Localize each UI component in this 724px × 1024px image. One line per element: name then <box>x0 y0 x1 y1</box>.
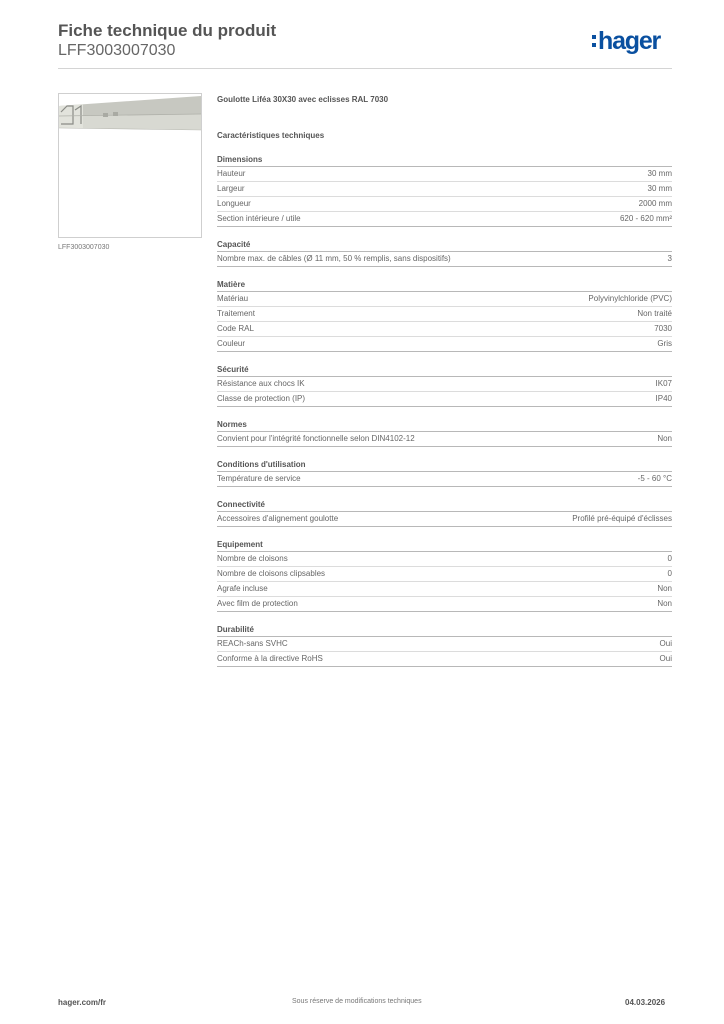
spec-section <box>217 459 672 487</box>
spec-row <box>217 432 672 447</box>
spec-section <box>217 499 672 527</box>
spec-label: Résistance aux chocs IK <box>217 379 305 388</box>
section-title: Capacité <box>217 239 672 252</box>
spec-value: 30 mm <box>647 169 672 178</box>
footer-website: hager.com/fr <box>58 998 107 1007</box>
spec-value: Polyvinylchloride (PVC) <box>588 294 672 303</box>
spec-label: Nombre de cloisons clipsables <box>217 569 326 578</box>
spec-row <box>217 167 672 182</box>
section-title: Normes <box>217 419 672 432</box>
footer-date: 04.03.2026 <box>625 998 666 1007</box>
logo-dots-icon <box>592 35 596 47</box>
spec-row <box>217 377 672 392</box>
spec-label: Agrafe incluse <box>217 584 268 593</box>
section-title: Matière <box>217 279 672 292</box>
spec-label: Section intérieure / utile <box>217 214 301 223</box>
section-title: Connectivité <box>217 499 672 512</box>
spec-section <box>217 624 672 667</box>
product-image <box>58 93 202 238</box>
hager-logo <box>592 28 660 54</box>
spec-label: Accessoires d'alignement goulotte <box>217 514 339 523</box>
spec-label: Nombre max. de câbles (Ø 11 mm, 50 % remplis, sans dispositifs) <box>217 254 451 263</box>
spec-section <box>217 364 672 407</box>
spec-value: 7030 <box>654 324 672 333</box>
spec-section <box>217 279 672 352</box>
spec-value: 30 mm <box>647 184 672 193</box>
image-caption: LFF3003007030 <box>58 244 110 251</box>
spec-label: Hauteur <box>217 169 246 178</box>
document-header <box>58 21 276 61</box>
spec-row <box>217 597 672 612</box>
spec-label: Traitement <box>217 309 255 318</box>
spec-value: 0 <box>667 554 672 563</box>
section-title: Sécurité <box>217 364 672 377</box>
logo-text: hager <box>598 27 661 55</box>
spec-value: Oui <box>659 639 672 648</box>
spec-row <box>217 637 672 652</box>
spec-label: Code RAL <box>217 324 254 333</box>
spec-label: Avec film de protection <box>217 599 298 608</box>
spec-label: Température de service <box>217 474 301 483</box>
spec-label: Longueur <box>217 199 251 208</box>
spec-row <box>217 652 672 667</box>
specifications <box>217 94 672 667</box>
spec-row <box>217 552 672 567</box>
spec-label: Matériau <box>217 294 249 303</box>
spec-value: Non traité <box>637 309 672 318</box>
spec-section <box>217 419 672 447</box>
spec-row <box>217 392 672 407</box>
spec-value: Non <box>657 434 672 443</box>
section-title: Dimensions <box>217 154 672 167</box>
footer-disclaimer: Sous réserve de modifications techniques <box>292 998 422 1005</box>
spec-value: 2000 mm <box>638 199 672 208</box>
spec-row <box>217 292 672 307</box>
technical-characteristics-title: Caractéristiques techniques <box>217 131 325 140</box>
header-divider <box>58 68 672 69</box>
section-title: Durabilité <box>217 624 672 637</box>
document-title: Fiche technique du produit <box>58 21 277 40</box>
spec-label: Largeur <box>217 184 245 193</box>
spec-section <box>217 539 672 612</box>
spec-label: Couleur <box>217 339 246 348</box>
spec-row <box>217 337 672 352</box>
spec-value: IP40 <box>655 394 672 403</box>
cable-trunking-image <box>59 94 201 237</box>
spec-row <box>217 567 672 582</box>
spec-row <box>217 582 672 597</box>
spec-row <box>217 512 672 527</box>
spec-value: 620 - 620 mm² <box>619 214 672 223</box>
spec-label: Convient pour l'intégrité fonctionnelle selon DIN4102-12 <box>217 434 415 443</box>
product-reference: LFF3003007030 <box>58 42 176 59</box>
spec-value: Non <box>657 584 672 593</box>
section-title: Equipement <box>217 539 672 552</box>
spec-row <box>217 182 672 197</box>
spec-row <box>217 252 672 267</box>
spec-value: Non <box>657 599 672 608</box>
spec-value: 3 <box>667 254 672 263</box>
spec-row <box>217 472 672 487</box>
spec-section <box>217 239 672 267</box>
spec-value: IK07 <box>655 379 672 388</box>
spec-value: Gris <box>657 339 672 348</box>
spec-value: Oui <box>659 654 672 663</box>
spec-label: Nombre de cloisons <box>217 554 288 563</box>
spec-label: REACh-sans SVHC <box>217 639 288 648</box>
product-name: Goulotte Liféa 30X30 avec eclisses RAL 7030 <box>217 95 389 104</box>
spec-value: Profilé pré-équipé d'éclisses <box>572 514 672 523</box>
spec-label: Classe de protection (IP) <box>217 394 306 403</box>
spec-section <box>217 154 672 227</box>
spec-value: 0 <box>667 569 672 578</box>
spec-sections <box>217 154 672 667</box>
spec-row <box>217 212 672 227</box>
section-title: Conditions d'utilisation <box>217 459 672 472</box>
spec-label: Conforme à la directive RoHS <box>217 654 323 663</box>
spec-row <box>217 307 672 322</box>
spec-row <box>217 197 672 212</box>
spec-row <box>217 322 672 337</box>
spec-value: -5 - 60 °C <box>637 474 672 483</box>
